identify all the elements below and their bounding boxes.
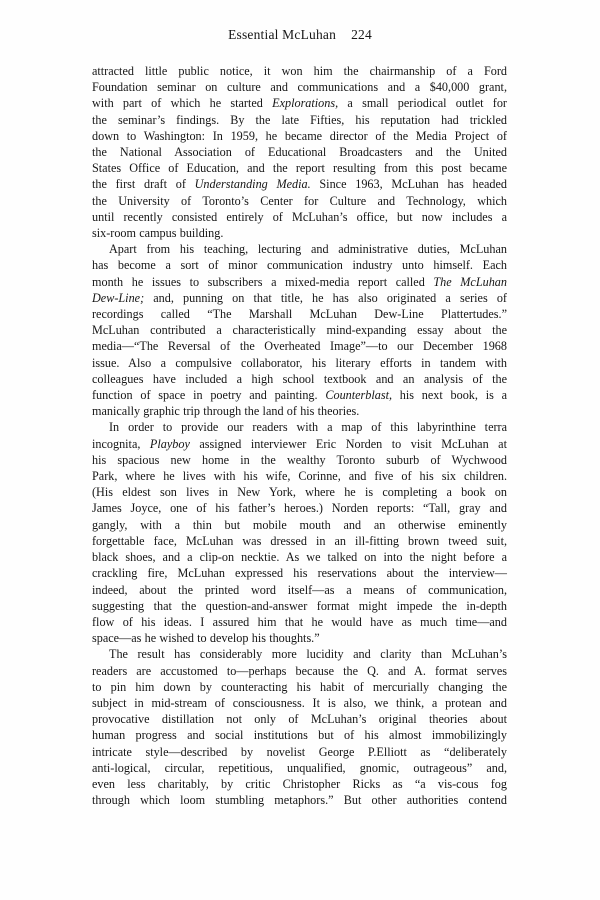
text-line: the seminar’s findings. By the late Fifties, his reputation had trickled <box>92 112 507 127</box>
header-page-number: 224 <box>351 27 372 42</box>
text-line: until recently consisted entirely of McLuhan’s office, but now includes a <box>92 209 507 224</box>
text-line: provocative distillation not only of McLuhan’s original theories about <box>92 712 507 727</box>
page-text <box>92 63 507 808</box>
text-line: even less charitably, by critic Christopher Ricks as “a vis-cous fog <box>92 776 507 791</box>
text-line: The result has considerably more lucidity and clarity than McLuhan’s <box>109 647 507 662</box>
text-line: issue. Also a compulsive collaborator, his literary efforts in tandem with <box>92 355 507 370</box>
text-line: Park, where he lives with his wife, Corinne, and five of his six children. <box>92 469 507 484</box>
text-line: readers are accustomed to—perhaps because the Q. and A. format serves <box>92 663 507 678</box>
text-line: crackling fire, McLuhan expressed his reservations about the interview— <box>92 566 507 581</box>
text-line: Foundation seminar on culture and communications and a $40,000 grant, <box>92 80 507 95</box>
text-line: the University of Toronto’s Center for Culture and Technology, which <box>92 193 507 208</box>
text-line: flow of his ideas. I assured him that he would have as much time—and <box>92 614 507 629</box>
text-line: suggesting that the question-and-answer format might impede the in-depth <box>92 598 507 613</box>
text-line: with part of which he started Explorations, a small periodical outlet for <box>92 96 507 111</box>
text-line: McLuhan contributed a characteristically mind-expanding essay about the <box>92 323 507 338</box>
paragraph <box>92 646 507 808</box>
text-line: incognita, Playboy assigned interviewer Eric Norden to visit McLuhan at <box>92 436 507 451</box>
text-line: colleagues have included a high school textbook and an analysis of the <box>92 371 507 386</box>
paragraph <box>92 419 507 646</box>
text-line: (His eldest son lives in New York, where he is completing a book on <box>92 485 507 500</box>
running-header <box>0 27 600 43</box>
text-line: human progress and social institutions but of his almost immobilizingly <box>92 728 507 743</box>
text-line: James Joyce, one of his father’s heroes.) Norden reports: “Tall, gray and <box>92 501 507 516</box>
text-line: the first draft of Understanding Media. Since 1963, McLuhan has headed <box>92 177 507 192</box>
text-line: month he issues to subscribers a mixed-media report called The McLuhan <box>92 274 507 289</box>
text-line: attracted little public notice, it won him the chairmanship of a Ford <box>92 64 507 78</box>
text-line: In order to provide our readers with a map of this labyrinthine terra <box>109 420 507 435</box>
text-line: media—“The Reversal of the Overheated Image”—to our December 1968 <box>92 339 507 354</box>
paragraph <box>92 241 507 419</box>
text-line: has become a sort of minor communication industry unto himself. Each <box>92 258 507 273</box>
text-line: space—as he wished to develop his thoughts.” <box>92 631 320 646</box>
text-line: manically graphic trip through the land of his theories. <box>92 404 360 419</box>
text-line: black shoes, and a clip-on necktie. As we talked on into the night before a <box>92 550 507 565</box>
text-line: anti-logical, circular, repetitious, unqualified, gnomic, outrageous” and, <box>92 760 507 775</box>
text-line: Apart from his teaching, lecturing and administrative duties, McLuhan <box>109 242 507 257</box>
text-line: down to Washington: In 1959, he became director of the Media Project of <box>92 128 507 143</box>
text-line: indeed, about the printed word itself—as a means of communication, <box>92 582 507 597</box>
header-title: Essential McLuhan <box>228 27 337 42</box>
text-line: States Office of Education, and the report resulting from this post became <box>92 161 507 176</box>
text-line: recordings called “The Marshall McLuhan Dew-Line Plattertudes.” <box>92 307 507 322</box>
text-line: forgettable face, McLuhan was dressed in an ill-fitting brown tweed suit, <box>92 533 507 548</box>
text-line: to pin him down by counteracting his habit of mercurially changing the <box>92 679 507 694</box>
text-line: function of space in poetry and painting. Counterblast, his next book, is a <box>92 388 507 403</box>
paragraph <box>92 63 507 241</box>
text-line: intricate style—described by novelist George P.Elliott as “deliberately <box>92 744 507 759</box>
text-line: the National Association of Educational Broadcasters and the United <box>92 145 507 160</box>
text-line: gangly, with a thin but mobile mouth and an otherwise eminently <box>92 517 507 532</box>
text-line: Dew-Line; and, punning on that title, he has also originated a series of <box>92 290 507 305</box>
text-line: through which loom stumbling metaphors.” But other authorities contend <box>92 793 507 808</box>
text-line: six-room campus building. <box>92 226 224 241</box>
text-line: his spacious new home in the wealthy Toronto suburb of Wychwood <box>92 452 507 467</box>
text-line: subject in mid-stream of consciousness. It is also, we think, a protean and <box>92 695 507 710</box>
